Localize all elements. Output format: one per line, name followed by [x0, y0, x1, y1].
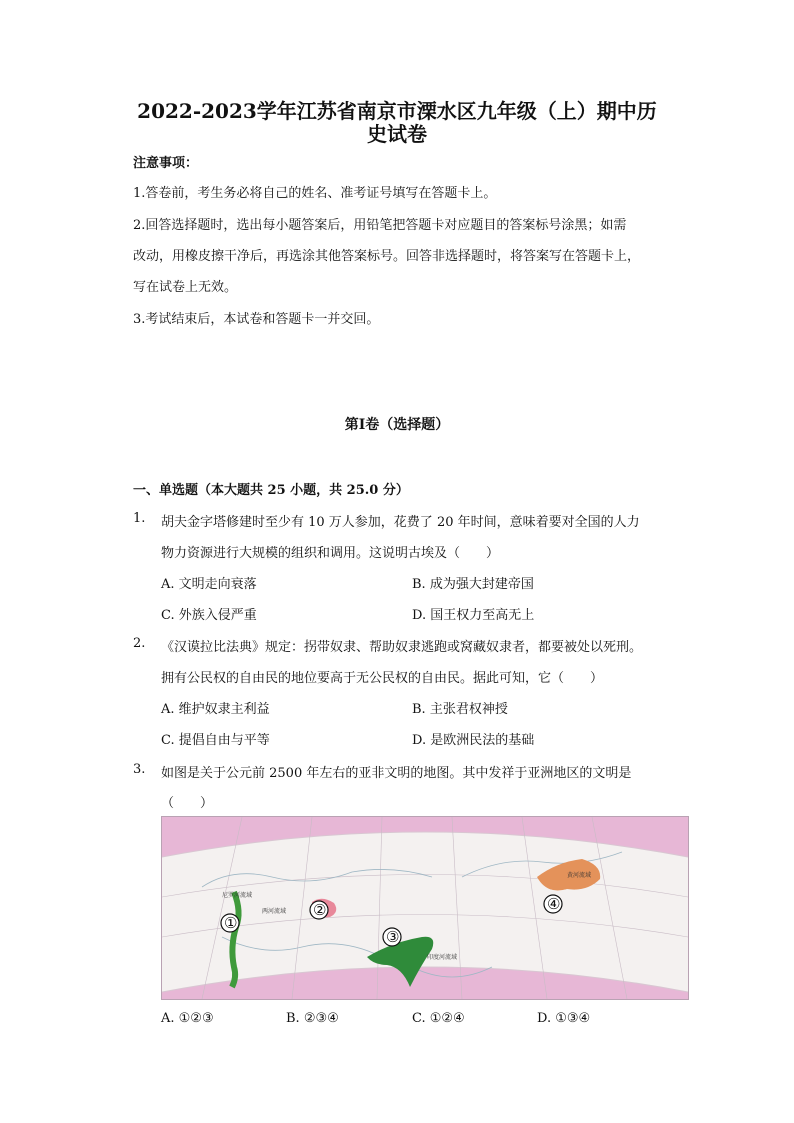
map-label-mesopotamia: 两河流域	[262, 908, 287, 915]
option-d: D. 国王权力至高无上	[412, 608, 535, 623]
option-c: C. ①②④	[412, 1011, 465, 1026]
option-d: D. ①③④	[537, 1011, 591, 1026]
civilization-map	[161, 816, 689, 1000]
question-number: 3.	[133, 762, 146, 777]
section-title: 第I卷（选择题）	[344, 417, 450, 433]
marker-4: ④	[547, 895, 561, 913]
option-b: B. ②③④	[286, 1011, 339, 1026]
notice-item: 改动，用橡皮擦干净后，再选涂其他答案标号。回答非选择题时，将答案写在答题卡上，	[133, 249, 641, 264]
question-number: 2.	[133, 636, 146, 651]
question-text: （ ）	[161, 796, 214, 811]
notice-item: 1.答卷前，考生务必将自己的姓名、准考证号填写在答题卡上。	[133, 186, 497, 201]
notice-item: 3.考试结束后，本试卷和答题卡一并交回。	[133, 312, 380, 327]
option-b: B. 成为强大封建帝国	[412, 577, 534, 592]
map-label-indus: 印度河流域	[427, 954, 458, 961]
notice-heading: 注意事项：	[133, 156, 199, 171]
notice-item: 写在试卷上无效。	[133, 280, 238, 295]
question-text: 拥有公民权的自由民的地位要高于无公民权的自由民。据此可知，它（ ）	[161, 671, 604, 686]
question-text: 物力资源进行大规模的组织和调用。这说明古埃及（ ）	[161, 546, 500, 561]
page-title-line2: 史试卷	[367, 122, 427, 146]
option-a: A. ①②③	[161, 1011, 214, 1026]
notice-item: 2.回答选择题时，选出每小题答案后，用铅笔把答题卡对应题目的答案标号涂黑；如需	[133, 218, 627, 233]
part-heading: 一、单选题（本大题共 25 小题，共 25.0 分）	[133, 483, 409, 498]
question-number: 1.	[133, 511, 146, 526]
marker-1: ①	[224, 914, 238, 932]
question-text: 如图是关于公元前 2500 年左右的亚非文明的地图。其中发祥于亚洲地区的文明是	[161, 766, 632, 781]
page-title-line1: 2022-2023学年江苏省南京市溧水区九年级（上）期中历	[137, 99, 657, 123]
map-label-nile: 尼罗河流域	[222, 892, 253, 899]
option-b: B. 主张君权神授	[412, 702, 508, 717]
question-text: 《汉谟拉比法典》规定：拐带奴隶、帮助奴隶逃跑或窝藏奴隶者，都要被处以死刑。	[161, 640, 643, 655]
option-d: D. 是欧洲民法的基础	[412, 733, 535, 748]
option-c: C. 外族入侵严重	[161, 608, 257, 623]
marker-2: ②	[313, 901, 327, 919]
question-text: 胡夫金字塔修建时至少有 10 万人参加，花费了 20 年时间，意味着要对全国的人力	[161, 515, 640, 530]
option-a: A. 文明走向衰落	[161, 577, 257, 592]
marker-3: ③	[386, 928, 400, 946]
option-a: A. 维护奴隶主利益	[161, 702, 270, 717]
map-label-yellow-river: 黄河流域	[567, 872, 592, 879]
option-c: C. 提倡自由与平等	[161, 733, 270, 748]
